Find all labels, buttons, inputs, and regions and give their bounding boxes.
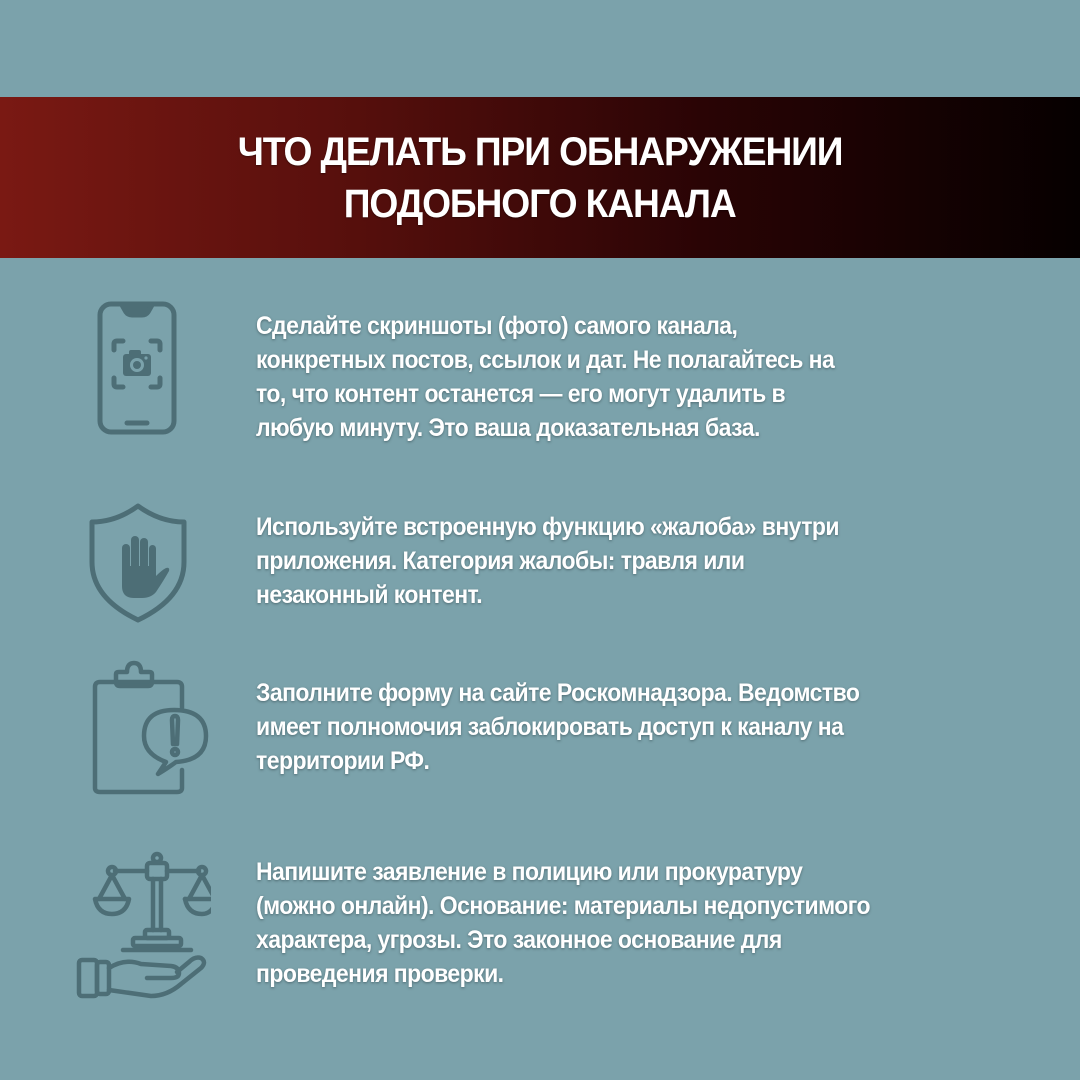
scales-hand-icon	[75, 848, 211, 1004]
step-text-line: конкретных постов, ссылок и дат. Не полагайтесь на	[256, 346, 835, 374]
step-text-line: любую минуту. Это ваша доказательная база.	[256, 414, 760, 442]
step-text	[256, 309, 1046, 445]
step-text-line: Сделайте скриншоты (фото) самого канала,	[256, 312, 738, 340]
step-text-line: проведения проверки.	[256, 960, 504, 988]
step-text-line: (можно онлайн). Основание: материалы недопустимого	[256, 892, 870, 920]
step-text-line: Используйте встроенную функцию «жалоба» внутри	[256, 513, 840, 541]
step-text-line: имеет полномочия заблокировать доступ к каналу на	[256, 713, 844, 741]
step-text	[256, 510, 1046, 612]
step-text-line: характера, угрозы. Это законное основание для	[256, 926, 782, 954]
header-banner	[0, 97, 1080, 258]
clipboard-alert-icon	[90, 658, 216, 798]
step-text-line: то, что контент останется — его могут удалить в	[256, 380, 786, 408]
step-text-line: Напишите заявление в полицию или прокуратуру	[256, 858, 803, 886]
step-text	[256, 855, 1046, 991]
step-text-line: приложения. Категория жалобы: травля или	[256, 547, 745, 575]
shield-hand-icon	[86, 500, 190, 624]
step-text-line: Заполните форму на сайте Роскомнадзора. Ведомство	[256, 679, 860, 707]
step-text	[256, 676, 1046, 778]
page-title-line-2: ПОДОБНОГО КАНАЛА	[344, 181, 736, 226]
page-title-line-1: ЧТО ДЕЛАТЬ ПРИ ОБНАРУЖЕНИИ	[237, 129, 843, 174]
step-text-line: незаконный контент.	[256, 581, 483, 609]
step-text-line: территории РФ.	[256, 747, 430, 775]
smartphone-camera-icon	[96, 300, 178, 436]
